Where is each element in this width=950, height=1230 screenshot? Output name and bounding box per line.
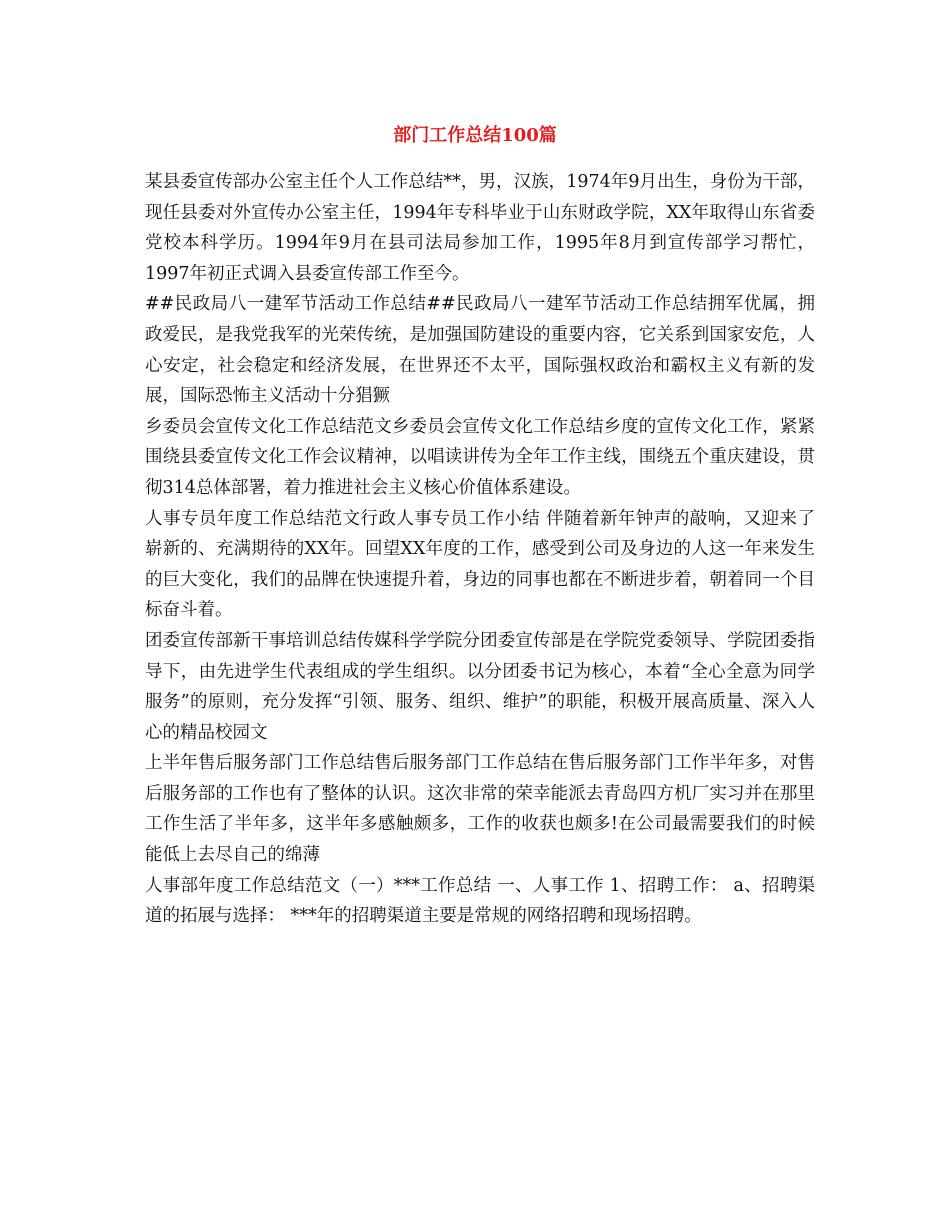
paragraph: 某县委宣传部办公室主任个人工作总结**，男，汉族，1974年9月出生，身份为干部，现任县委对外宣传办公室主任，1994年专科毕业于山东财政学院，XX年取得山东省委党校本科学历。1994年9月在县司法局参加工作，1995年8月到宣传部学习帮忙，1997年初正式调入县委宣传部工作至今。 xyxy=(145,172,815,284)
paragraph: 上半年售后服务部门工作总结售后服务部门工作总结在售后服务部门工作半年多，对售后服务部的工作也有了整体的认识。这次非常的荣幸能派去青岛四方机厂实习并在那里工作生活了半年多，这半年多感触颇多，工作的收获也颇多!在公司最需要我们的时候能低上去尽自己的绵薄 xyxy=(145,753,815,866)
paragraph: 人事部年度工作总结范文（一）***工作总结 一、人事工作 1、招聘工作： a、招聘渠道的拓展与选择： ***年的招聘渠道主要是常规的网络招聘和现场招聘。 xyxy=(145,875,815,927)
document-body xyxy=(145,167,815,932)
paragraph: ##民政局八一建军节活动工作总结##民政局八一建军节活动工作总结拥军优属，拥政爱民，是我党我军的光荣传统，是加强国防建设的重要内容，它关系到国家安危，人心安定，社会稳定和经济发展，在世界还不太平，国际强权政治和霸权主义有新的发展，国际恐怖主义活动十分猖獗 xyxy=(145,294,815,407)
paragraph: 团委宣传部新干事培训总结传媒科学学院分团委宣传部是在学院党委领导、学院团委指导下，由先进学生代表组成的学生组织。以分团委书记为核心，本着“全心全意为同学服务”的原则，充分发挥“引领、服务、组织、维护”的职能，积极开展高质量、深入人心的精品校园文 xyxy=(145,630,815,743)
paragraph: 乡委员会宣传文化工作总结范文乡委员会宣传文化工作总结乡度的宣传文化工作，紧紧围绕县委宣传文化工作会议精神，以唱读讲传为全年工作主线，围绕五个重庆建设，贯彻314总体部署，着力推进社会主义核心价值体系建设。 xyxy=(145,416,815,498)
document-title: 部门工作总结100篇 xyxy=(393,125,557,146)
paragraph: 人事专员年度工作总结范文行政人事专员工作小结 伴随着新年钟声的敲响，又迎来了崭新的、充满期待的XX年。回望XX年度的工作，感受到公司及身边的人这一年来发生的巨大变化，我们的品牌在快速提升着，身边的同事也都在不断进步着，朝着同一个目标奋斗着。 xyxy=(145,508,815,621)
